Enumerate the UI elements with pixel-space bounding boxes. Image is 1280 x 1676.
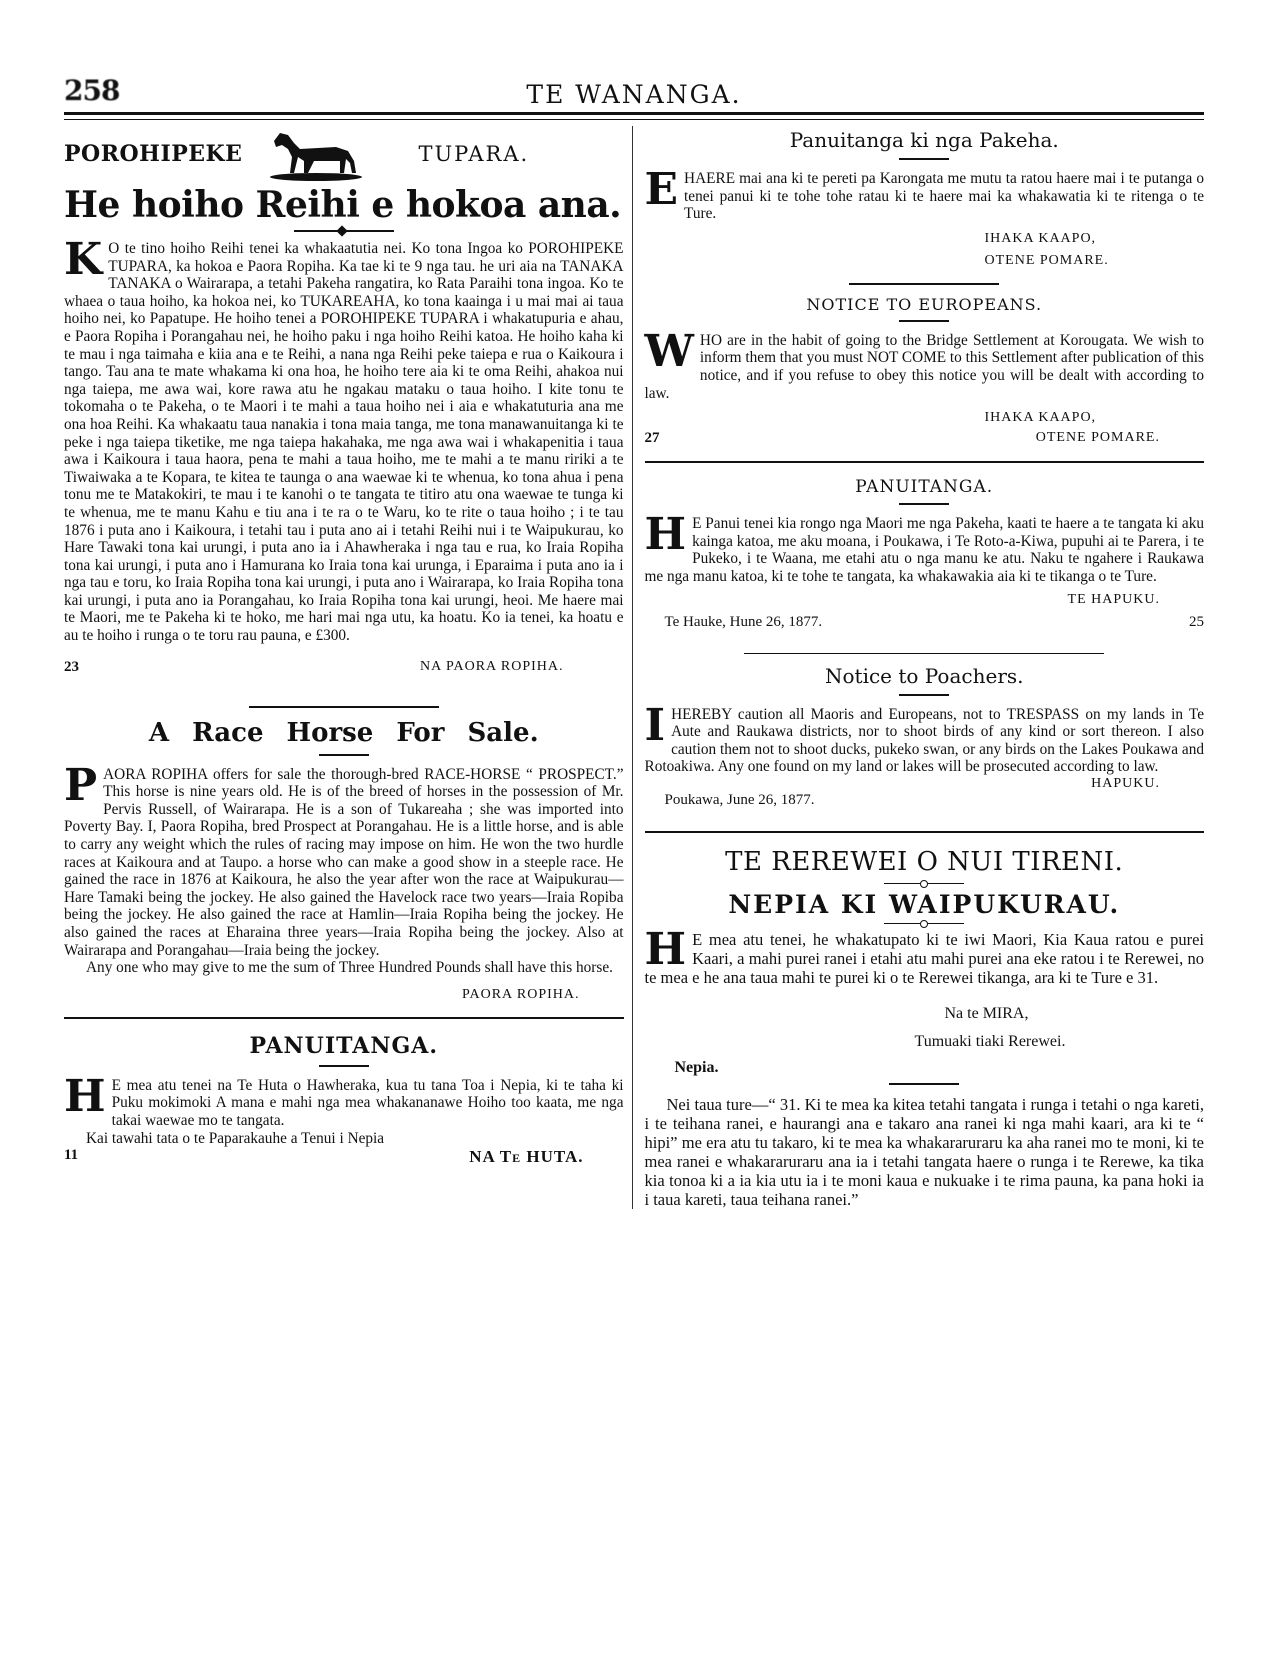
drop-cap: P bbox=[64, 759, 98, 811]
railway-subheading: NEPIA KI WAIPUKURAU. bbox=[728, 889, 1121, 919]
panuitanga-heading: PANUITANGA. bbox=[855, 477, 994, 498]
europeans-notice bbox=[645, 295, 1205, 447]
horse-ad-heading: He hoiho Reihi e hokoa ana. bbox=[64, 184, 622, 226]
short-rule bbox=[319, 754, 369, 756]
section-divider bbox=[645, 461, 1205, 463]
poachers-notice-body bbox=[644, 699, 1205, 776]
horse-ad-maori bbox=[64, 126, 624, 676]
short-rule bbox=[319, 1065, 369, 1067]
ornament-divider bbox=[884, 923, 964, 924]
short-rule bbox=[899, 158, 949, 160]
columns bbox=[64, 126, 1204, 1209]
poachers-notice-text: HEREBY caution all Maoris and Europeans, not to TRESPASS on my lands in Te Aute and Raukawa districts, nor to shoot birds of any kind or sort thereon. I also caution them not to shoot ducks, pukeko swan, or any birds on the Lakes Poukawa and Rotoakiwa. Any one found on my land or lakes will be prosecuted according to law. bbox=[644, 705, 1204, 776]
railway-heading: TE REREWEI O NUI TIRENI. bbox=[725, 846, 1124, 877]
signature: NA Te HUTA. bbox=[469, 1147, 584, 1167]
poachers-notice bbox=[645, 664, 1205, 809]
europeans-notice-heading: NOTICE TO EUROPEANS. bbox=[806, 294, 1043, 314]
signature: HAPUKU. bbox=[1091, 775, 1160, 791]
panuitanga-text: E Panui tenei kia rongo nga Maori me nga Pakeha, kaati te haere a te tangata ki aku kainga katoa, me aku moana, i Poukawa, i Te Roto-a-Kiwa, pupuhi ai te Parera, i te Pukeko, i te Waana, me etahi atu o nga manu ke atu. Naku te ngahere i Raukawa me nga manu katoa, ki te tohe te tangata, ka whakawakia aia ki te tikanga o te Ture. bbox=[644, 515, 1204, 585]
signature-title: Tumuaki tiaki Rerewei. bbox=[914, 1032, 1066, 1050]
race-horse-offer: Any one who may give to me the sum of Three Hundred Pounds shall have this horse. bbox=[86, 959, 613, 977]
railway-notice bbox=[645, 847, 1205, 1209]
signature: Na te MIRA, bbox=[944, 1004, 1029, 1022]
poachers-notice-heading: Notice to Poachers. bbox=[824, 663, 1024, 688]
railway-body bbox=[644, 923, 1205, 987]
place-date: Poukawa, June 26, 1877. bbox=[664, 791, 815, 808]
ref-number: 25 bbox=[1189, 613, 1204, 630]
signature: NA PAORA ROPIHA. bbox=[420, 658, 564, 674]
masthead-rule bbox=[64, 112, 1204, 120]
page-number: 258 bbox=[64, 74, 120, 107]
panuitanga-body bbox=[644, 509, 1205, 585]
masthead bbox=[64, 70, 1204, 112]
race-horse-ad bbox=[64, 718, 624, 1003]
signatures bbox=[645, 231, 1205, 269]
newspaper-page bbox=[64, 70, 1204, 1209]
pakeha-notice-body bbox=[644, 164, 1205, 223]
panuitanga-text: E mea atu tenei na Te Huta o Hawheraka, kua tu tana Toa i Nepia, ki te taha ki Puku mokimoki A mana e mahi nga mea whakananawe Hoiho too kaata, me nga takai waewae mo te tangata. bbox=[111, 1076, 624, 1129]
railway-text: E mea atu tenei, he whakatupato ki te iwi Maori, Kia Kaua ratou e purei Kaari, a mahi purei ranei i etahi atu mahi purei ana eke ratou i te Rerewei, no te mea e he ana taua mahi te purei ki o te Rerewei tikanga, ara ki te Ture e 31. bbox=[644, 929, 1204, 987]
signature: OTENE POMARE. bbox=[984, 252, 1109, 268]
drop-cap: I bbox=[644, 699, 666, 751]
drop-cap: H bbox=[64, 1070, 106, 1122]
horse-icon bbox=[266, 127, 366, 181]
drop-cap: H bbox=[644, 923, 687, 975]
panuitanga-body bbox=[64, 1070, 624, 1130]
race-horse-text: AORA ROPIHA offers for sale the thorough-bred RACE-HORSE “ PROSPECT.” This horse is nine years old. He is of the breed of horses in the possession of Mr. Pervis Russell, of Wairarapa. He is a son of Tukareaha ; she was imported into Poverty Bay. I, Paora Ropiha, bred Prospect at Porangahau. He is a little horse, and is able to carry any weight which the rules of racing may impose on him. He won the two hurdle races at Kaikoura and at Taupo. a horse who can make a good show in a steeple race. He gained the race in 1876 at Kaikoura, he also the year after won the race at Waipukurau—Hare Tamaki being the jockey. He also gained the Havelock race two years—Iraia Ropiba being the jockey. He also gained the race at Hamlin—Iraia Ropiha being the jockey. He also gained the races at Eharaina three years—Iraia Ropiha being the jockey. Also at Wairarapa and Porangahau—Iraia being the jockey. bbox=[64, 765, 624, 959]
europeans-notice-footer bbox=[645, 430, 1205, 447]
section-divider bbox=[849, 283, 999, 285]
europeans-notice-body bbox=[644, 325, 1205, 402]
horse-name-plain: TUPARA. bbox=[418, 142, 530, 166]
panuitanga-hapuku bbox=[645, 477, 1205, 630]
ornament-divider bbox=[884, 883, 964, 884]
signature: PAORA ROPIHA. bbox=[461, 986, 580, 1002]
section-divider bbox=[64, 1017, 624, 1019]
europeans-notice-text: HO are in the habit of going to the Bridge Settlement at Korougata. We wish to inform them that you must NOT COME to this Settlement after publication of this notice, and if you refuse to obey this notice you will be dealt with according to law. bbox=[644, 331, 1204, 402]
pakeha-notice-heading: Panuitanga ki nga Pakeha. bbox=[789, 128, 1059, 152]
short-rule bbox=[889, 1083, 959, 1085]
panuitanga-heading: PANUITANGA. bbox=[249, 1032, 438, 1059]
ref-number: 11 bbox=[64, 1147, 79, 1164]
ref-number: 27 bbox=[644, 430, 660, 447]
race-horse-heading: A Race Horse For Sale. bbox=[148, 717, 539, 748]
drop-cap: W bbox=[644, 325, 694, 377]
left-column bbox=[64, 126, 632, 1209]
law-text: Nei taua ture—“ 31. Ki te mea ka kitea tetahi tangata i runga i tetahi o nga kareti, i te teihana ranei, e haurangi ana e takaro ana ranei ki nga mahi kaari, ara ki te “ hipi” me era atu tu takaro, ki te mea ka whakararuraru ka aha ranei mo te moni, ki te mea ranei e whakararuraru ana ia i tetahi tangata haere o runga i te Rerewe, ka tika kia tonoa ki a ia kia utu ia i te moni kaua e nukuake i te rima pauna, ka pana hoki ia i taua kareti, taua teihana ranei.” bbox=[644, 1094, 1204, 1209]
horse-ad-body bbox=[64, 234, 624, 645]
drop-cap: H bbox=[644, 509, 687, 561]
panuitanga-location: Kai tawahi tata o te Paparakauhe a Tenui i Nepia bbox=[86, 1129, 385, 1147]
place-date: Te Hauke, Hune 26, 1877. bbox=[664, 613, 823, 630]
signature: IHAKA KAAPO, bbox=[984, 410, 1097, 426]
race-horse-body bbox=[64, 759, 624, 960]
section-divider bbox=[645, 831, 1205, 833]
pakeha-notice-text: HAERE mai ana ki te pereti pa Karongata me mutu ta ratou haere mai i te putanga o tenei panui ki te tohe tohe ratau ki te haere mai ka whakawatia ki te ritenga o te Ture. bbox=[684, 170, 1204, 223]
section-divider bbox=[744, 653, 1104, 654]
horse-name-bold: POROHIPEKE bbox=[64, 141, 243, 167]
ref-number: 23 bbox=[64, 658, 79, 675]
signature: IHAKA KAAPO, bbox=[984, 230, 1097, 246]
horse-ad-header bbox=[64, 126, 624, 182]
signature: TE HAPUKU. bbox=[1067, 591, 1160, 607]
section-divider bbox=[249, 706, 439, 708]
short-rule bbox=[899, 503, 949, 505]
panuitanga-huta bbox=[64, 1033, 624, 1167]
horse-ad-text: O te tino hoiho Reihi tenei ka whakaatutia nei. Ko tona Ingoa ko POROHIPEKE TUPARA, ka hokoa e Paora Ropiha. Ka tae ki te 9 nga tau. he uri aia na TANAKA TANAKA o Wairarapa, a tetahi Pakeha rangatira, ko Rata Paraihi tona ingoa. Ko te whaea o taua hoiho, ka hokoa nei, ko TUKAREAHA, ko tona kaainga i u mai mai ai taua hoiho nei, ko Papatupe. He hoiho tenei a POROHIPEKE TUPARA i whakatupuria e ahau, e Paora Ropiha i Porangahau nei, he hoiho paku i nga hoiho Reihi katoa. He hoiho kaha ki te mau i nga taimaha e kiia ana e te Reihi, a nana nga Reihi peke taiepa e rua o Kaikoura i tango. Tau ana te mate whakama ki ona hoa, he hoiho tere aia ki te oma Reihi, ahakoa nui nga taiepa, me awa wai, kore rawa atu he ngakau mataku o taua hoiho. I kite tonu te tokomaha o te Pakeha, o te Maori i te mahi a taua hoiho nei i aia e whakatuturia ana me ona hoa Reihi. Ka whakaatu taua nanakia i tona maia tanga, me tona manawanuitanga ki te peke i nga taiepa tiketike, me nga taiepa hakahaka, me nga awa wai i whakapenitia i taua awa i Kaikoura i taua haora, pena te mahi a taua hoiho, me te mahi a te manu ririki a te Tiwaiwaka a te Kopara, te kitea te taunga o ana waewae ki te whenua, ko tona ahua i pena tonu me te Matakokiri, te mau i te kanohi o te tangata te titiro atu ona waewae te tunga ki te whenua, me te manu Kahu e tiu ana i te ra o te Waru, ko te rite o taua hoiho ; i te tau 1876 i puta ano i Kaikoura, i tetahi tau i puta ano ai i tetahi Reihi nui i te Waipukurau, ko Hare Tawaki tona kai urungi, i puta ano ia i Ahawheraka i nga tau e rua, ko Iraia Ropiha tona kai urungi, i puta ano i Hamurana ko Iraia tona kai urunga, i Eparaima i puta ano ia i nga tau e toru, ko Iraia Ropiha tona kai urungi, i puta ano i Wairarapa, ko Iraia Ropiha tona kai urungi, i puta ano ia Porangahau, ko Iraia Ropiha tona kai urungi, heoi. Me haere mai te Maori, me te Pakeha ki te hoko, me hari mai nga utu, ka hoatu. Ko ia tenei, ka hoatu e au te hoiho i runga o te toru rau pauna, e £300. bbox=[64, 240, 624, 645]
short-rule bbox=[899, 694, 949, 696]
panuitanga-footer bbox=[645, 614, 1205, 631]
pakeha-notice bbox=[645, 128, 1205, 269]
newspaper-title: TE WANANGA. bbox=[526, 80, 742, 109]
ornament-divider bbox=[294, 230, 394, 232]
drop-cap: E bbox=[644, 164, 679, 215]
panuitanga-footer bbox=[64, 1147, 624, 1167]
signature: OTENE POMARE. bbox=[1035, 430, 1160, 446]
drop-cap: K bbox=[64, 234, 103, 285]
place: Nepia. bbox=[674, 1058, 719, 1076]
short-rule bbox=[899, 320, 949, 322]
right-column bbox=[632, 126, 1205, 1209]
horse-ad-footer bbox=[64, 659, 624, 676]
